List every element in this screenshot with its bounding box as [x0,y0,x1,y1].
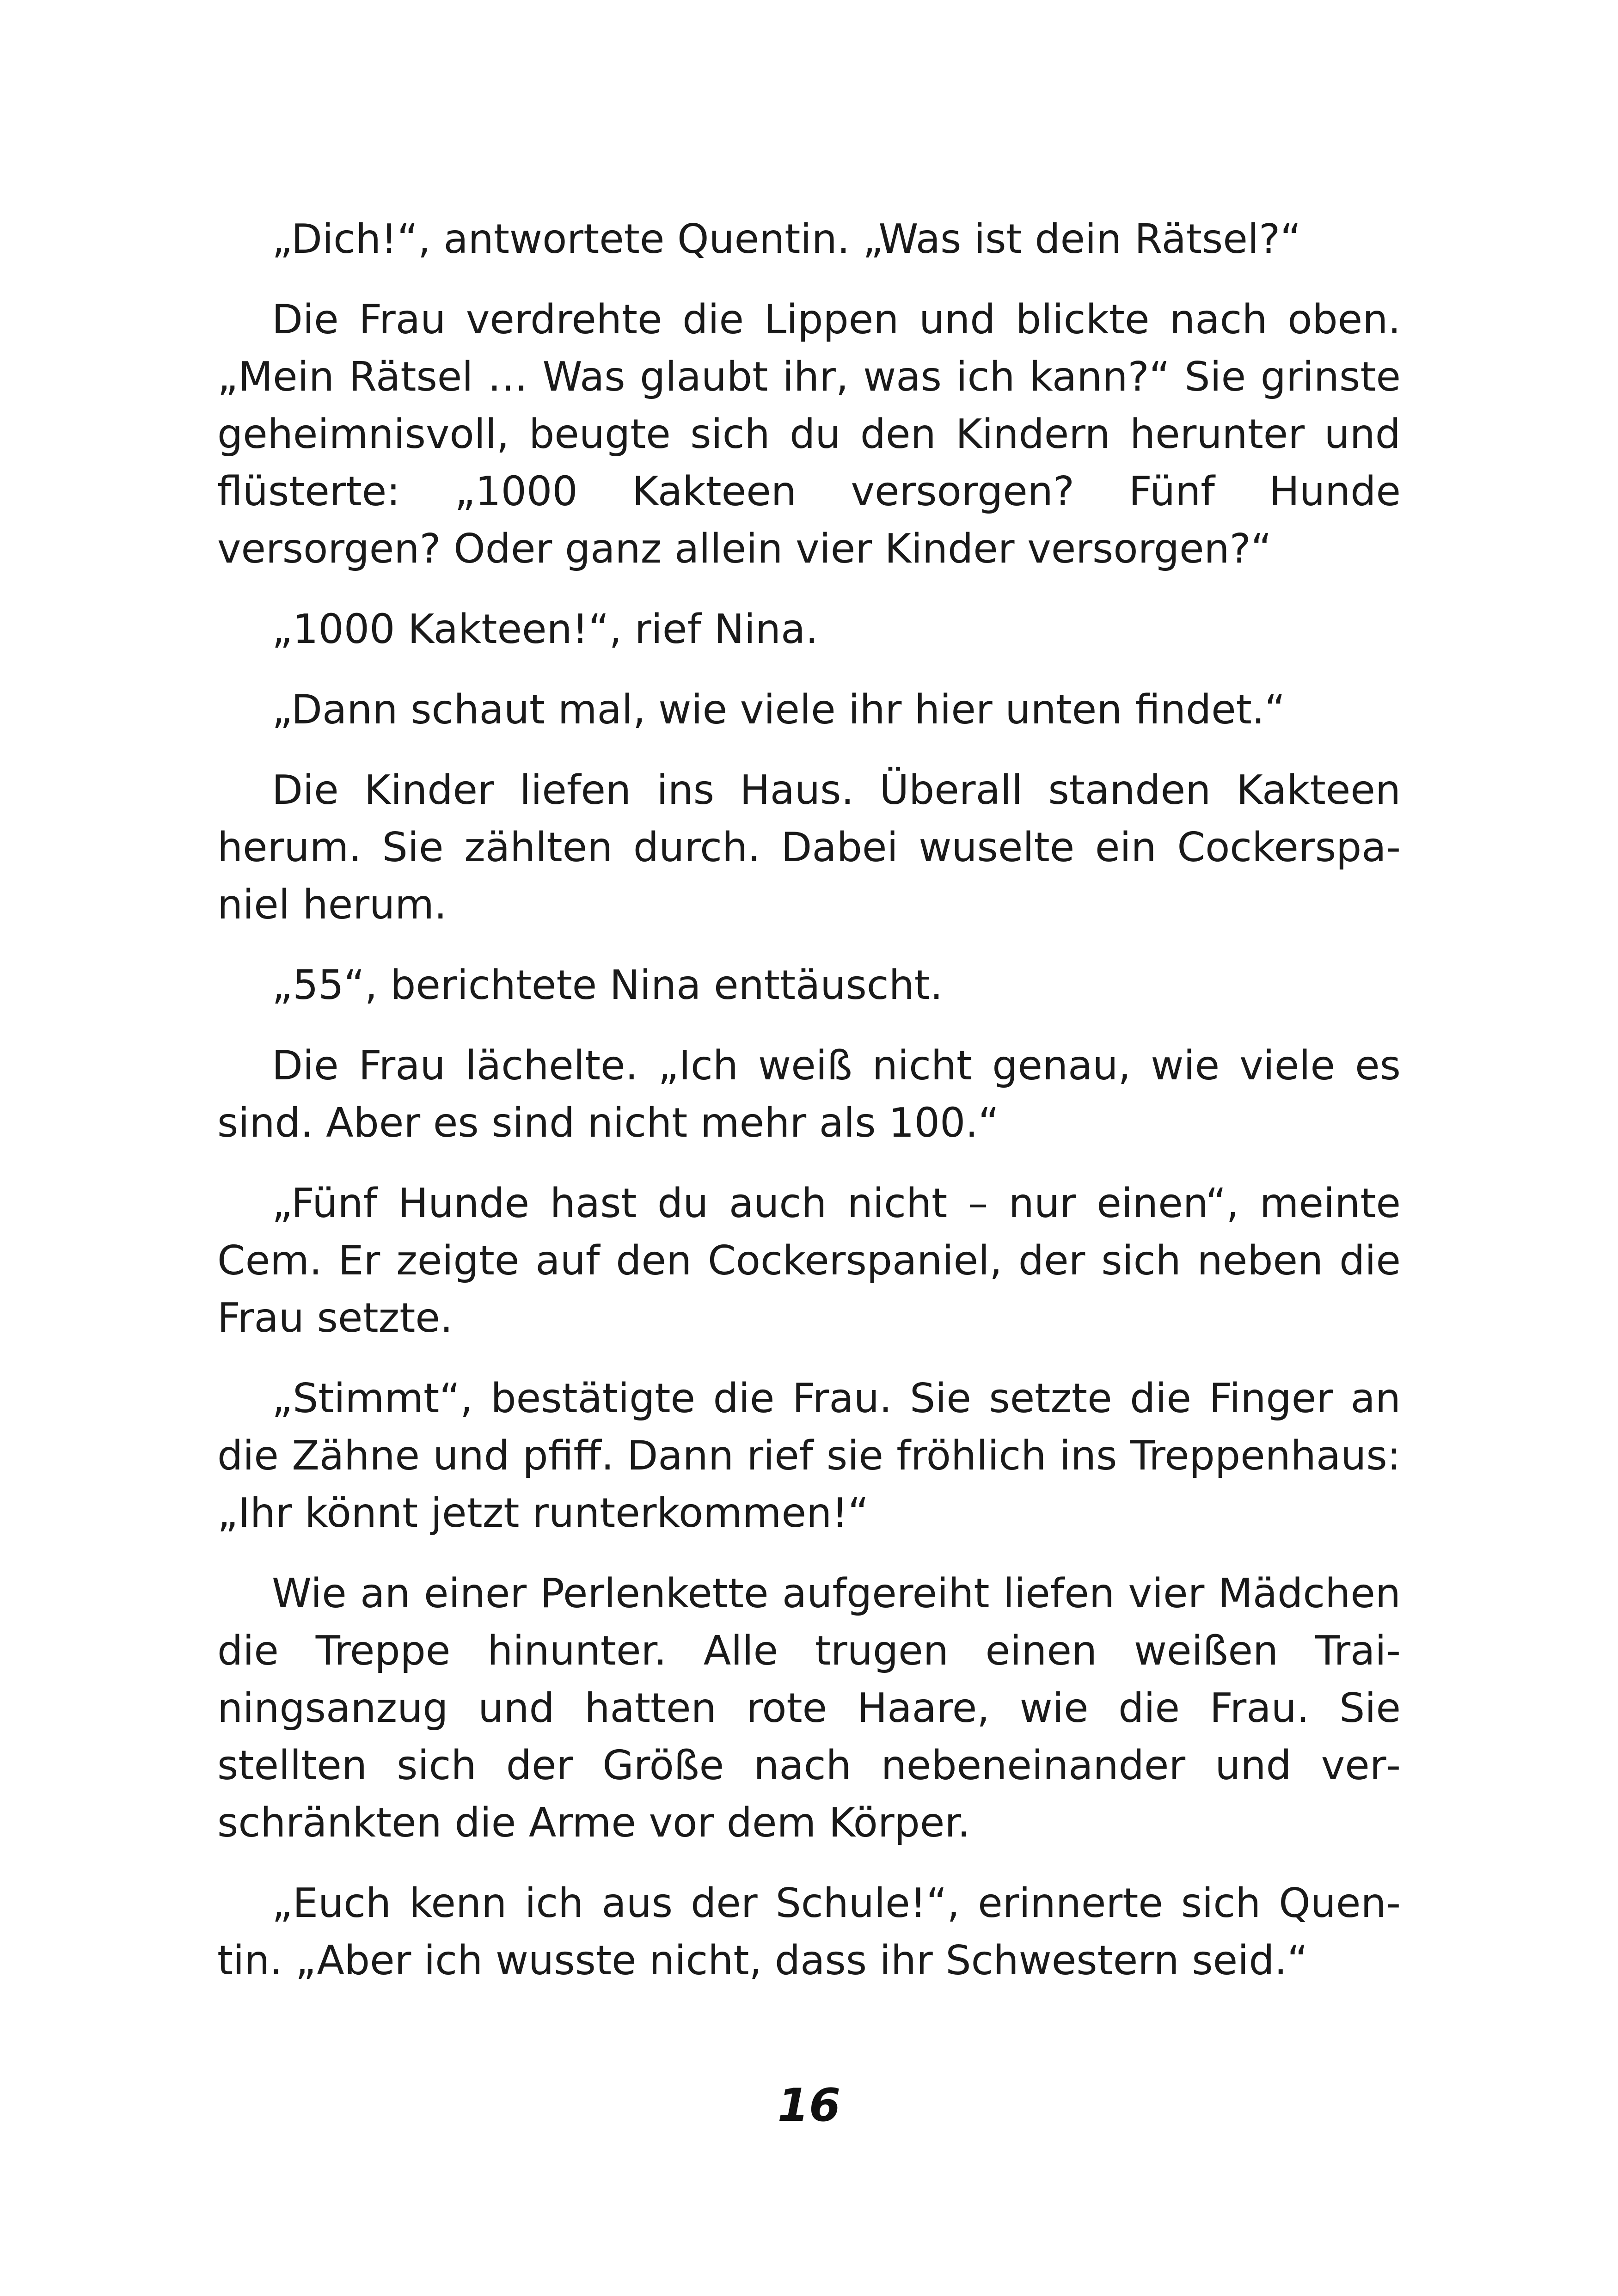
paragraph: Die Frau verdrehte die Lippen und blickte nach oben. „Mein Rätsel … Was glaubt ihr, was ich kann?“ Sie grinste geheimnisvoll, beugte sich du den Kindern herunter und flüsterte: „1000 Kakteen versorgen? Fünf Hunde versorgen? Oder ganz allein vier Kinder versorgen?“ [217,296,1401,572]
paragraph: „Dich!“, antwortete Quentin. „Was ist dein Rätsel?“ [272,215,1301,263]
paragraph: „Euch kenn ich aus der Schule!“, erinnerte sich Quentin. „Aber ich wusste nicht, dass ihr Schwestern seid.“ [217,1880,1401,1984]
paragraph: Die Kinder liefen ins Haus. Überall standen Kakteen herum. Sie zählten durch. Dabei wuselte ein Cockerspaniel herum. [217,766,1401,928]
paragraph: „Stimmt“, bestätigte die Frau. Sie setzte die Finger an die Zähne und pfiff. Dann rief sie fröhlich ins Treppenhaus: „Ihr könnt jetzt runterkommen!“ [217,1375,1401,1537]
body-text [217,210,1401,1989]
paragraph: „Fünf Hunde hast du auch nicht – nur einen“, meinte Cem. Er zeigte auf den Cockerspaniel, der sich neben die Frau setzte. [217,1180,1401,1341]
paragraph: Die Frau lächelte. „Ich weiß nicht genau, wie viele es sind. Aber es sind nicht mehr als 100.“ [217,1042,1401,1146]
paragraph: „Dann schaut mal, wie viele ihr hier unten findet.“ [272,686,1286,733]
paragraph: „1000 Kakteen!“, rief Nina. [272,606,819,653]
paragraph: Wie an einer Perlenkette aufgereiht liefen vier Mädchen die Treppe hinunter. Alle trugen einen weißen Trainingsanzug und hatten rote Haare, wie die Frau. Sie stellten sich der Größe nach nebeneinander und verschränkten die Arme vor dem Körper. [217,1570,1401,1846]
paragraph: „55“, berichtete Nina enttäuscht. [272,961,943,1009]
page-number: 16 [777,2079,841,2132]
